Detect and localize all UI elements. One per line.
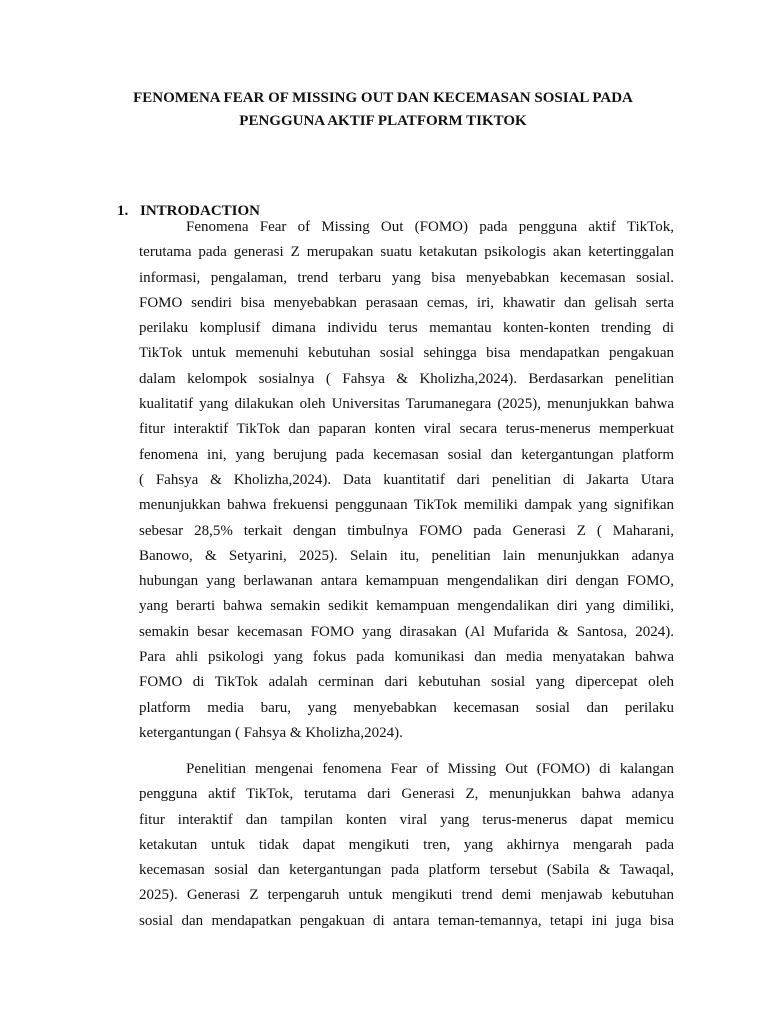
paragraph-line: ketergantungan ( Fahsya & Kholizha,2024). xyxy=(139,724,403,741)
paragraph-line: kecemasan sosial dan ketergantungan pada platform tersebut (Sabila & Tawaqal, xyxy=(139,862,674,879)
paragraph-line: platform media baru, yang menyebabkan kecemasan sosial dan perilaku xyxy=(139,699,674,716)
paragraph-line: FOMO sendiri bisa menyebabkan perasaan cemas, iri, khawatir dan gelisah serta xyxy=(139,294,674,311)
paragraph-line: 2025). Generasi Z terpengaruh untuk mengikuti trend demi menjawab kebutuhan xyxy=(139,887,674,904)
paragraph-line: dalam kelompok sosialnya ( Fahsya & Kholizha,2024). Berdasarkan penelitian xyxy=(139,370,674,387)
paragraph-line: ketakutan untuk tidak dapat mengikuti tren, yang akhirnya mengarah pada xyxy=(139,836,674,853)
paragraph-line: yang berarti bahwa semakin sedikit kemampuan mengendalikan diri yang dimiliki, xyxy=(139,598,674,615)
title-line-2: PENGGUNA AKTIF PLATFORM TIKTOK xyxy=(239,113,527,129)
paragraph-line: Para ahli psikologi yang fokus pada komunikasi dan media menyatakan bahwa xyxy=(139,649,674,666)
paragraph-line: FOMO di TikTok adalah cerminan dari kebutuhan sosial yang dipercepat oleh xyxy=(139,674,674,691)
paragraph-line: perilaku komplusif dimana individu terus memantau konten-konten trending di xyxy=(139,320,674,337)
paragraph-line: semakin besar kecemasan FOMO yang dirasakan (Al Mufarida & Santosa, 2024). xyxy=(139,623,674,640)
paragraph-2 xyxy=(139,757,674,934)
document-title xyxy=(100,87,666,133)
paragraph-line: fitur interaktif TikTok dan paparan konten viral secara terus-menerus memperkuat xyxy=(139,421,674,438)
paragraph-line: terutama pada generasi Z merupakan suatu ketakutan psikologis akan ketertinggalan xyxy=(139,244,674,261)
paragraph-line: menunjukkan bahwa frekuensi penggunaan TikTok memiliki dampak yang signifikan xyxy=(139,497,674,514)
paragraph-line: kualitatif yang dilakukan oleh Universitas Tarumanegara (2025), menunjukkan bahwa xyxy=(139,396,674,413)
paragraph-line: hubungan yang berlawanan antara kemampuan mengendalikan diri dengan FOMO, xyxy=(139,573,674,590)
section-number: 1. xyxy=(117,203,129,219)
paragraph-line: informasi, pengalaman, trend terbaru yang bisa menyebabkan kecemasan sosial. xyxy=(139,269,674,286)
paragraph-1 xyxy=(139,215,674,746)
paragraph-line: TikTok untuk memenuhi kebutuhan sosial sehingga bisa mendapatkan pengakuan xyxy=(139,345,674,362)
paragraph-line: Penelitian mengenai fenomena Fear of Missing Out (FOMO) di kalangan xyxy=(186,761,674,777)
paragraph-line: Banowo, & Setyarini, 2025). Selain itu, penelitian lain menunjukkan adanya xyxy=(139,547,674,564)
section-heading-text: INTRODACTION xyxy=(140,203,261,219)
paragraph-line: ( Fahsya & Kholizha,2024). Data kuantitatif dari penelitian di Jakarta Utara xyxy=(139,471,674,488)
paragraph-line: fenomena ini, yang berujung pada kecemasan sosial dan ketergantungan platform xyxy=(139,446,674,463)
paragraph-line: sebesar 28,5% terkait dengan timbulnya FOMO pada Generasi Z ( Maharani, xyxy=(139,522,674,539)
paragraph-line: fitur interaktif dan tampilan konten viral yang terus-menerus dapat memicu xyxy=(139,811,674,828)
title-line-1: FENOMENA FEAR OF MISSING OUT DAN KECEMASAN SOSIAL PADA xyxy=(133,90,633,106)
paragraph-line: Fenomena Fear of Missing Out (FOMO) pada pengguna aktif TikTok, xyxy=(186,219,674,235)
paragraph-line: sosial dan mendapatkan pengakuan di antara teman-temannya, tetapi ini juga bisa xyxy=(139,912,674,929)
paragraph-line: pengguna aktif TikTok, terutama dari Generasi Z, menunjukkan bahwa adanya xyxy=(139,786,674,803)
